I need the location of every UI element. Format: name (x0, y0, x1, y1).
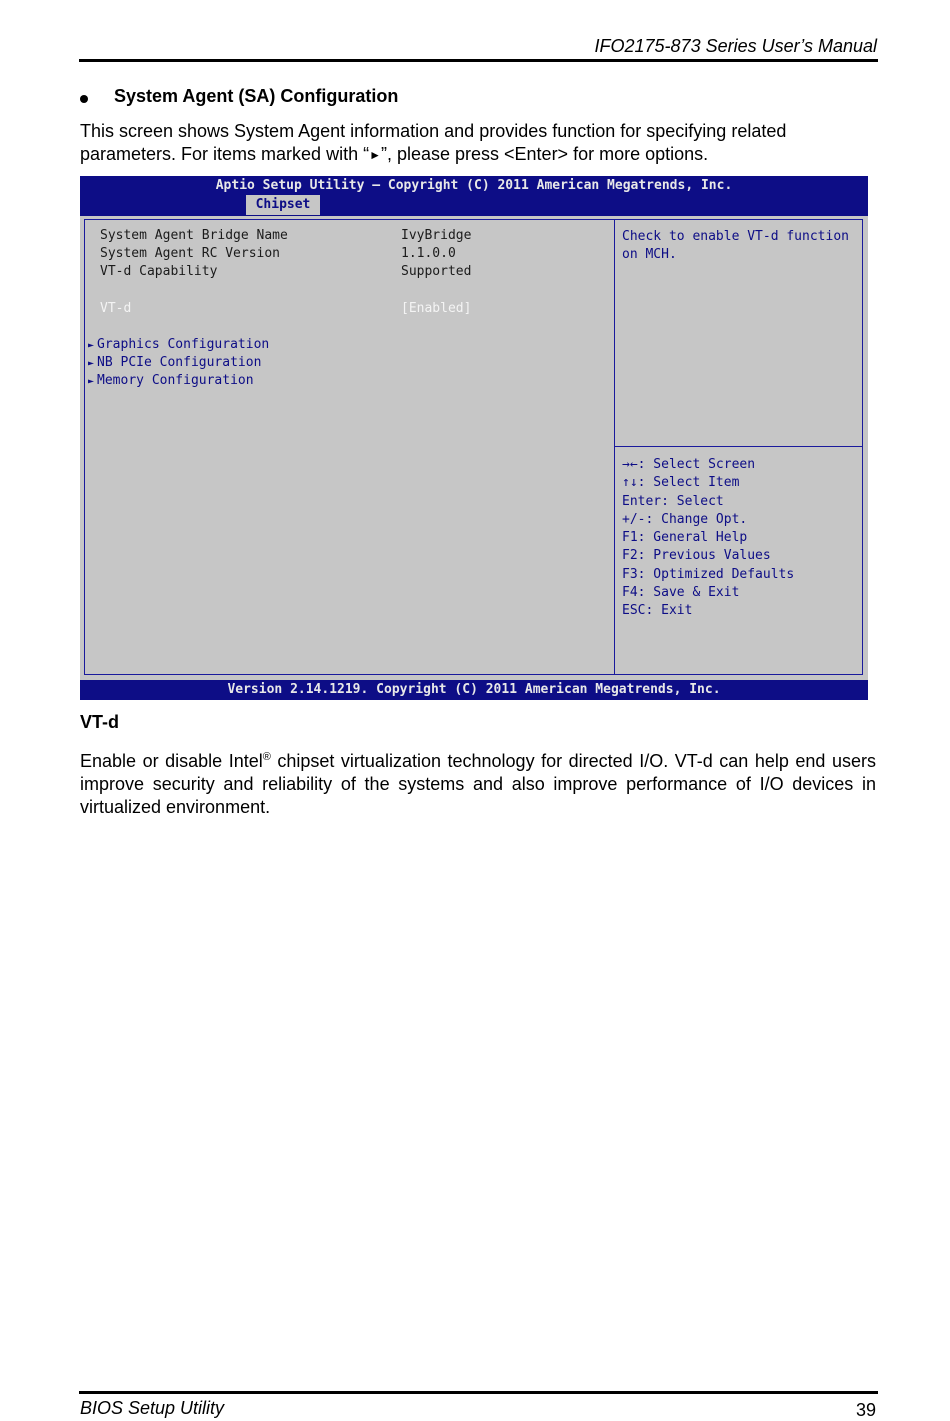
bios-title-bar (80, 176, 868, 216)
submenu-arrow-icon: ► (88, 358, 95, 369)
bios-row-label: System Agent RC Version (100, 246, 281, 261)
submenu-arrow-icon: ► (88, 340, 95, 351)
bios-row-value: IvyBridge (401, 228, 472, 243)
key-hint: Enter: Select (622, 493, 724, 509)
key-hint: F3: Optimized Defaults (622, 566, 795, 582)
bios-help-text (622, 228, 858, 264)
bios-key-legend (622, 456, 858, 621)
bios-row-vtd-capability (100, 264, 600, 282)
submenu-label: Memory Configuration (97, 373, 254, 388)
bios-row-value: Supported (401, 264, 472, 279)
vtd-text-a: Enable or disable Intel (80, 751, 263, 771)
submenu-nb-pcie-configuration[interactable] (88, 355, 261, 370)
bios-row-label: System Agent Bridge Name (100, 228, 288, 243)
vtd-text-b: chipset virtualization technology for directed I/O. VT-d can help end users improve security and reliability of the systems and also improve performance of I/O devices in virtualized environment. (80, 751, 876, 817)
bios-title-text: Aptio Setup Utility – Copyright (C) 2011 American Megatrends, Inc. (215, 178, 733, 193)
intro-text-b: ”, please press <Enter> for more options. (380, 144, 709, 164)
bios-row-bridge-name (100, 228, 600, 246)
vtd-description (80, 746, 876, 819)
intro-line-2 (80, 143, 880, 167)
bios-row-label: VT-d Capability (100, 264, 218, 279)
intro-paragraph (80, 120, 880, 167)
manual-title: IFO2175-873 Series User’s Manual (594, 36, 877, 56)
registered-mark: ® (262, 751, 271, 763)
key-hint: F4: Save & Exit (622, 585, 740, 601)
footer-section-title: BIOS Setup Utility (80, 1398, 225, 1418)
section-title: System Agent (SA) Configuration (114, 86, 399, 106)
vtd-heading: VT-d (80, 712, 119, 732)
header-rule (79, 59, 878, 62)
bios-screenshot (80, 176, 868, 700)
bios-row-rc-version (100, 246, 600, 264)
submenu-label: NB PCIe Configuration (97, 355, 262, 370)
vtd-setting-value[interactable]: [Enabled] (401, 301, 472, 316)
help-line: Check to enable VT-d function (622, 229, 849, 244)
intro-line-1: This screen shows System Agent information and provides function for specifying related (80, 121, 787, 141)
key-hint: +/-: Change Opt. (622, 511, 748, 527)
bios-row-label: VT-d (100, 301, 132, 316)
key-hint: ESC: Exit (622, 603, 693, 619)
submenu-memory-configuration[interactable] (88, 373, 254, 388)
key-hint: ↑↓: Select Item (622, 475, 740, 491)
bios-row-value: 1.1.0.0 (401, 246, 456, 261)
bios-row-vtd-option[interactable] (100, 301, 600, 319)
bios-help-divider (615, 446, 862, 447)
submenu-graphics-configuration[interactable] (88, 337, 269, 352)
key-hint: F2: Previous Values (622, 548, 771, 564)
key-hint: F1: General Help (622, 530, 748, 546)
footer-rule (79, 1391, 878, 1394)
page-number: 39 (855, 1400, 876, 1420)
bullet-icon (80, 95, 88, 103)
intro-text-a: parameters. For items marked with “ (80, 144, 370, 164)
submenu-label: Graphics Configuration (97, 337, 270, 352)
bios-footer: Version 2.14.1219. Copyright (C) 2011 American Megatrends, Inc. (80, 680, 868, 700)
submenu-arrow-icon: ► (88, 376, 95, 387)
triangle-marker-icon: ► (369, 148, 381, 162)
help-line: on MCH. (622, 247, 677, 262)
key-hint: →←: Select Screen (622, 457, 756, 472)
tab-chipset[interactable]: Chipset (246, 195, 320, 215)
